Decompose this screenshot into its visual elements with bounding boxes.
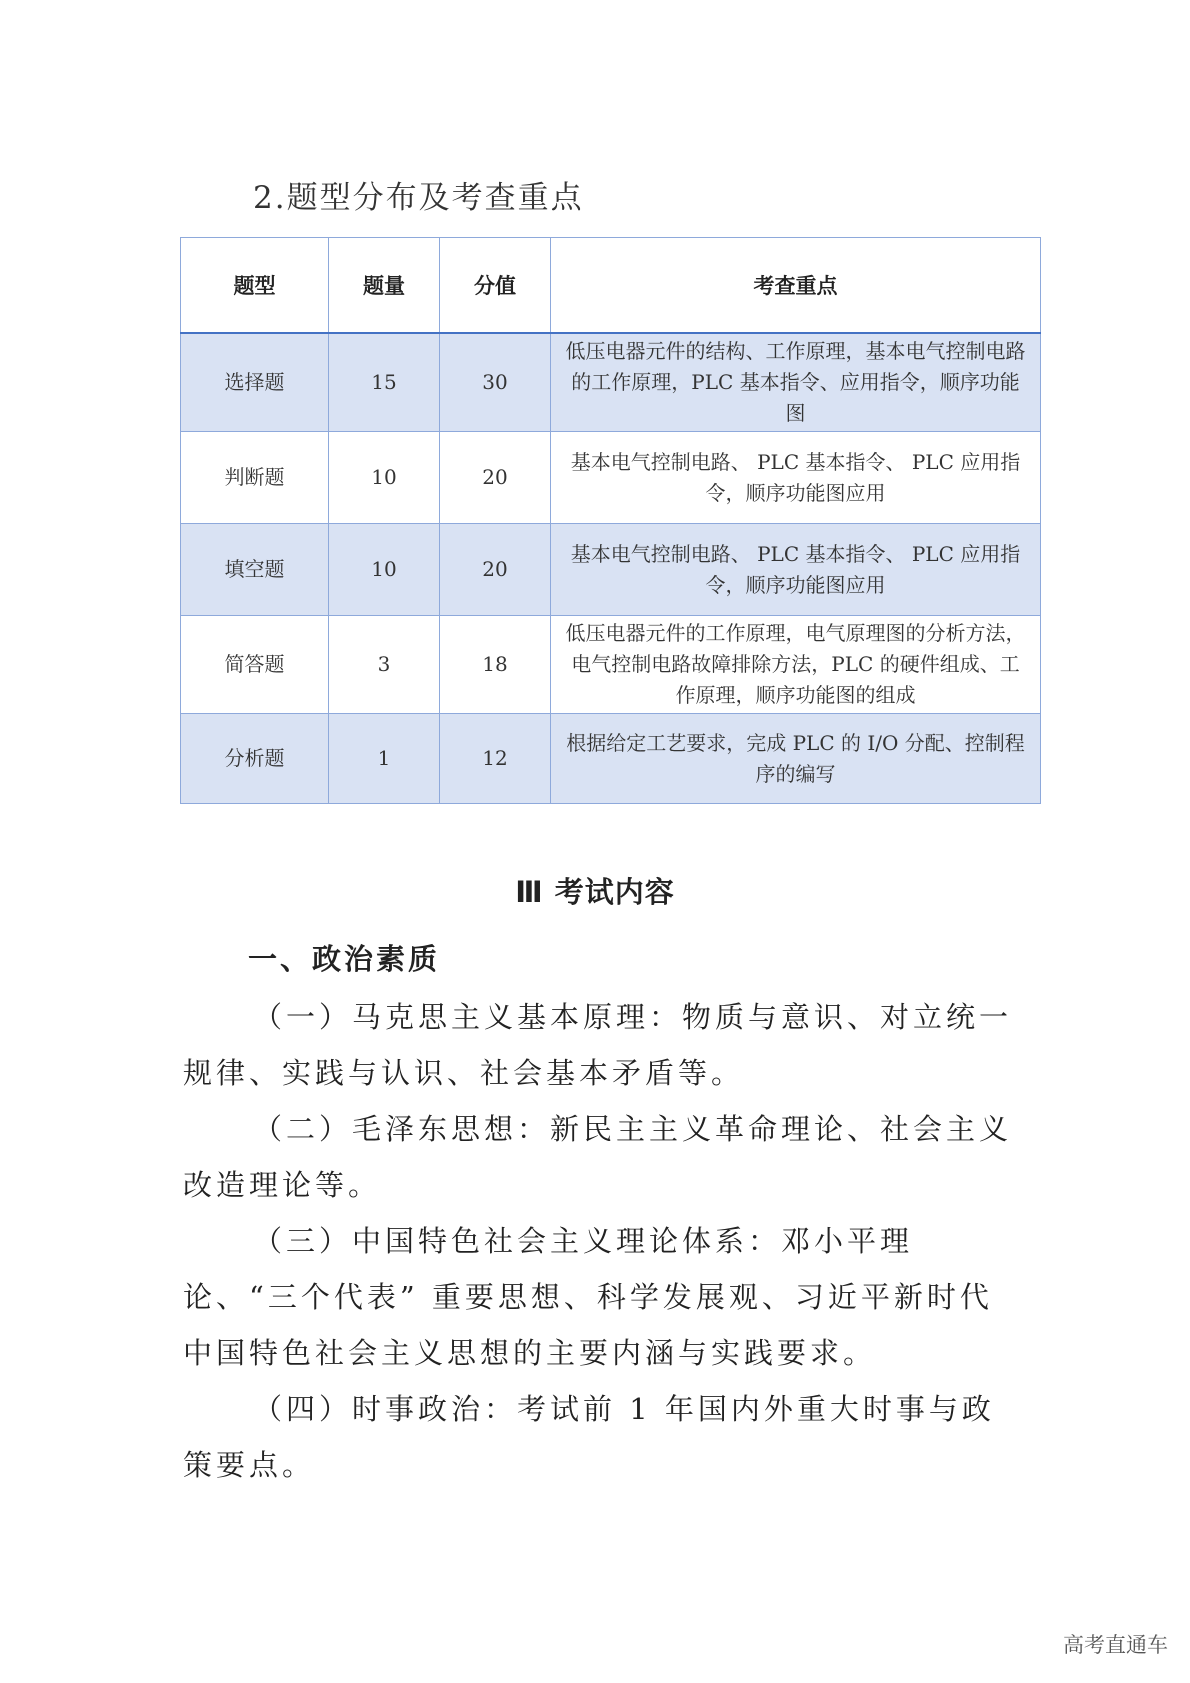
cell-type: 分析题: [181, 714, 329, 804]
table-row: [181, 714, 1041, 804]
cell-type: 判断题: [181, 432, 329, 524]
cell-type: 选择题: [181, 333, 329, 432]
paragraph-socialism-theory: （三）中国特色社会主义理论体系：邓小平理论、“三个代表” 重要思想、科学发展观、习近平新时代中国特色社会主义思想的主要内涵与实践要求。: [183, 1224, 993, 1370]
cell-score: 12: [440, 714, 551, 804]
cell-focus: 低压电器元件的结构、工作原理，基本电气控制电路的工作原理，PLC 基本指令、应用指令，顺序功能图: [551, 333, 1041, 432]
exam-content-title: Ⅲ 考试内容: [515, 875, 675, 909]
table-row: [181, 333, 1041, 432]
cell-count: 15: [329, 333, 440, 432]
table-row: [181, 524, 1041, 616]
watermark: 高考直通车: [1063, 1633, 1168, 1657]
cell-focus: 根据给定工艺要求，完成 PLC 的 I/O 分配、控制程序的编写: [551, 714, 1041, 804]
header-score: 分值: [440, 238, 551, 334]
header-count: 题量: [329, 238, 440, 334]
political-quality-heading: 一、政治素质: [248, 942, 441, 976]
header-focus: 考查重点: [551, 238, 1041, 334]
cell-score: 20: [440, 432, 551, 524]
table-header-row: [181, 238, 1041, 334]
cell-count: 10: [329, 524, 440, 616]
cell-focus: 低压电器元件的工作原理，电气原理图的分析方法，电气控制电路故障排除方法，PLC 的硬件组成、工作原理，顺序功能图的组成: [551, 616, 1041, 714]
cell-count: 1: [329, 714, 440, 804]
cell-focus: 基本电气控制电路、 PLC 基本指令、 PLC 应用指令，顺序功能图应用: [551, 432, 1041, 524]
paragraph-current-affairs: （四）时事政治：考试前 1 年国内外重大时事与政策要点。: [183, 1392, 995, 1482]
cell-count: 3: [329, 616, 440, 714]
cell-score: 30: [440, 333, 551, 432]
cell-score: 18: [440, 616, 551, 714]
cell-type: 填空题: [181, 524, 329, 616]
paragraph-mao-thought: （二）毛泽东思想：新民主主义革命理论、社会主义改造理论等。: [183, 1112, 1013, 1202]
table-row: [181, 432, 1041, 524]
cell-score: 20: [440, 524, 551, 616]
header-type: 题型: [181, 238, 329, 334]
section-heading: 2.题型分布及考查重点: [253, 180, 584, 216]
cell-count: 10: [329, 432, 440, 524]
paragraph-marxism: （一）马克思主义基本原理：物质与意识、对立统一规律、实践与认识、社会基本矛盾等。: [183, 1000, 1013, 1090]
cell-type: 简答题: [181, 616, 329, 714]
question-type-table: [180, 237, 1041, 804]
table-row: [181, 616, 1041, 714]
cell-focus: 基本电气控制电路、 PLC 基本指令、 PLC 应用指令，顺序功能图应用: [551, 524, 1041, 616]
